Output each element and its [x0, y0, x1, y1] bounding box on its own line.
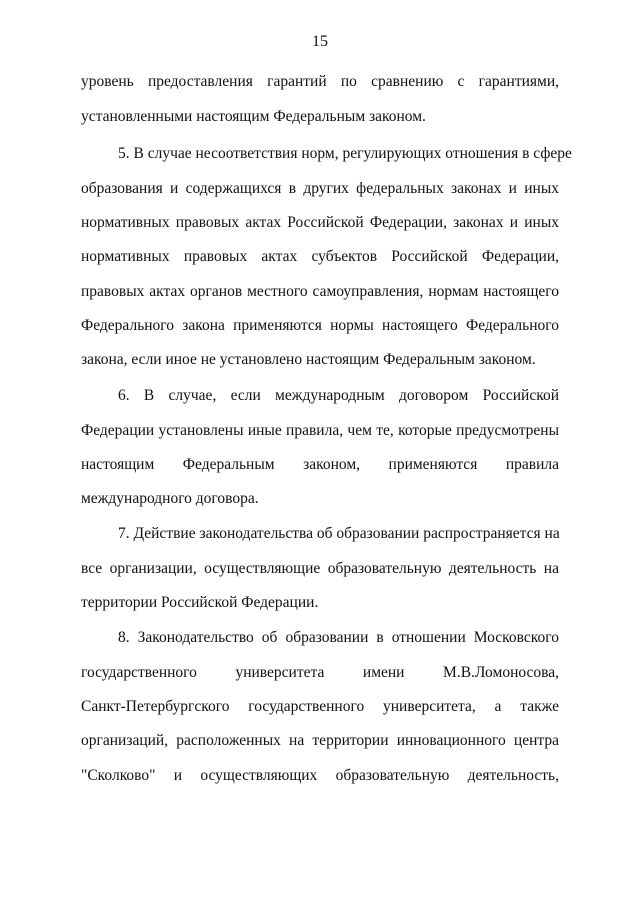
paragraph-6-start: 6. В случае, если международным договором Российской [118, 387, 559, 404]
text-line: территории Российской Федерации. [81, 594, 319, 611]
text-line: "Сколково" и осуществляющих образовательную деятельность, [81, 767, 559, 784]
text-line: нормативных правовых актах Российской Федерации, законах и иных [81, 214, 559, 231]
text-line: уровень предоставления гарантий по сравнению с гарантиями, [81, 73, 559, 90]
text-line: правовых актах органов местного самоуправления, нормам настоящего [81, 283, 559, 300]
text-line: государственного университета имени М.В.Ломоносова, [81, 664, 559, 681]
text-line: организаций, расположенных на территории инновационного центра [81, 732, 559, 749]
paragraph-8-start: 8. Законодательство об образовании в отношении Московского [118, 629, 559, 646]
text-line: установленными настоящим Федеральным законом. [81, 108, 426, 125]
text-line: нормативных правовых актах субъектов Российской Федерации, [81, 248, 559, 265]
paragraph-5-start: 5. В случае несоответствия норм, регулирующих отношения в сфере [118, 145, 572, 162]
text-line: все организации, осуществляющие образовательную деятельность на [81, 560, 559, 577]
text-line: Федерации установлены иные правила, чем те, которые предусмотрены [81, 422, 559, 439]
paragraph-7-start: 7. Действие законодательства об образовании распространяется на [118, 525, 560, 542]
text-line: закона, если иное не установлено настоящим Федеральным законом. [81, 351, 536, 368]
text-line: Санкт-Петербургского государственного университета, а также [81, 698, 559, 715]
text-line: международного договора. [81, 490, 259, 507]
page-number: 15 [312, 33, 328, 50]
text-line: образования и содержащихся в других федеральных законах и иных [81, 180, 559, 197]
text-line: настоящим Федеральным законом, применяются правила [81, 456, 559, 473]
text-line: Федерального закона применяются нормы настоящего Федерального [81, 317, 559, 334]
